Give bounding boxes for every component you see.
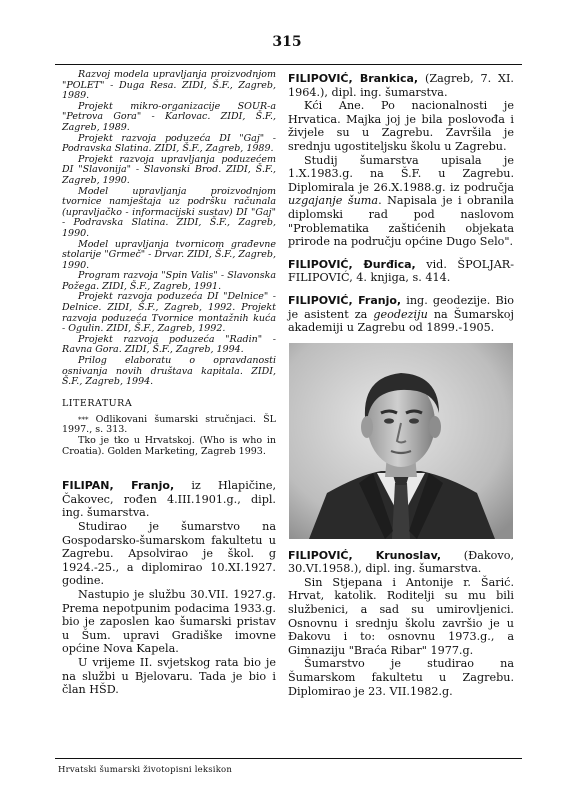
literature-item: Tko je tko u Hrvatskoj. (Who is who in Croatia). Golden Marketing, Zagreb 1993. [62,435,276,457]
entry-intro: iz Hlapičine, Čakovec, rođen 4.III.1901.g., dipl. ing. šumarstva. [62,479,276,520]
entry-intro: (Zagreb, 7. XI. 1964.), dipl. ing. šumarstva. [288,72,514,99]
entry-name: FILIPOVIĆ, Franjo, [288,293,402,307]
bibliography-item: Model upravljanja tvornicom građevne stolarije "Grmeč" - Drvar. ZIDI, Š.F., Zagreb, 1990. [62,238,276,271]
entry-paragraph: U vrijeme II. svjetskog rata bio je na službi u Bjelovaru. Tada je bio i član HŠD. [62,655,276,697]
entry-text: ing. geodezije. Bio je asistent za [288,293,515,321]
bibliography-item: Projekt razvoja poduzeća DI "Delnice" - Delnice. ZIDI, Š.F., Zagreb, 1992. Projekt razvoja poduzeća Tvornice montažnih kuća - Ogulin. ZIDI, Š.F., Zagreb, 1992. [62,291,276,335]
entry-filipovic-djurdjica [288,258,514,285]
entry-paragraph: Nastupio je službu 30.VII. 1927.g. Prema nepotpunim podacima 1933.g. bio je zaposlen kao šumarski pristav u Šum. upravi Gradiške imovne općine Nova Kapela. [62,587,276,656]
entry-name: FILIPOVIĆ, Brankica, [288,72,419,85]
entry-heading [288,549,514,576]
bibliography-item: Projekt razvoja poduzeća DI "Gaj" - Podravska Slatina. ZIDI, Š.F., Zagreb, 1989. [62,132,276,155]
bibliography-item: Model upravljanja proizvodnjom tvornice namještaja uz podršku računala (upravljačko - informacijski sustav) DI "Gaj" - Podravska Slatina. ZIDI, Š.F., Zagreb, 1990. [62,185,276,239]
bibliography-item: Projekt razvoja upravljanja poduzećem DI "Slavonija" - Slavonski Brod. ZIDI, Š.F., Zagreb, 1990. [62,153,276,186]
entry-paragraph: Studirao je šumarstvo na Gospodarsko-šumarskom fakultetu u Zagrebu. Apsolvirao je škol. g 1924.-25., a diplomirao 10.XI.1927. godine. [62,519,276,588]
left-column [62,70,276,697]
entry-filipovic-brankica [288,72,514,249]
entry-text: Studij šumarstva upisala je 1.X.1983.g. na Š.F. u Zagrebu. Diplomirala je 26.X.1988.g. iz područja [288,153,514,194]
entry-paragraph: Kći Ane. Po nacionalnosti je Hrvatica. Majka joj je bila poslovođa i živjele su u Zagrebu. Završila je srednju ugostiteljsku školu u Zagrebu. [288,99,514,153]
entry-heading [288,72,514,99]
entry-emphasis: geodeziju [373,307,428,321]
entry-filipovic-franjo [288,294,514,335]
entry-paragraph [288,154,514,249]
literature-list [62,415,276,457]
running-footer: Hrvatski šumarski životopisni leksikon [58,765,233,775]
page-number: 315 [272,34,302,50]
portrait-photo [289,343,513,539]
footer-rule [55,758,522,759]
bibliography-item: Program razvoja "Spin Valis" - Slavonska Požega. ZIDI, Š.F., Zagreb, 1991. [62,270,276,292]
literature-item [62,415,276,436]
literature-heading: LITERATURA [62,397,133,409]
right-column [288,70,514,698]
bibliography-item: Projekt razvoja poduzeća "Radin" - Ravna Gora. ZIDI, Š.F., Zagreb, 1994. [62,333,276,356]
entry-text: . Napisala je i obranila diplomski rad pod naslovom "Problematika zaštićenih objekata prirode na području općine Dugo Selo". [288,194,514,249]
bibliography-item: Projekt mikro-organizacije SOUR-a "Petrova Gora" - Karlovac. ZIDI, Š.F., Zagreb, 1989. [62,100,276,133]
entry-heading [288,294,514,335]
entry-heading [288,258,514,285]
entry-filipovic-krunoslav [288,549,514,699]
bibliography-item: Prilog elaboratu o opravdanosti osnivanja novih društava kapitala. ZIDI, Š.F., Zagreb, 1994. [62,355,276,388]
entry-name: FILIPOVIĆ, Krunoslav, [288,548,442,562]
entry-filipan-franjo [62,479,276,697]
literature-stars: *** [78,415,89,424]
entry-text: na Šumarskoj akademiji u Zagrebu od 1899.-1905. [288,307,514,335]
entry-name: FILIPOVIĆ, Đurđica, [288,257,416,271]
entry-heading [62,479,276,520]
entry-paragraph: Šumarstvo je studirao na Šumarskom fakultetu u Zagrebu. Diplomirao je 23. VII.1982.g. [288,657,514,698]
entry-intro: (Đakovo, 30.VI.1958.), dipl. ing. šumarstva. [288,548,514,576]
entry-text: vid. ŠPOLJAR-FILIPOVIĆ, 4. knjiga, s. 414. [288,257,514,285]
literature-ref-text: Odlikovani šumarski stručnjaci. ŠL 1997., s. 313. [62,413,276,436]
entry-emphasis: uzgajanje šuma [288,194,379,208]
header-rule [55,64,522,65]
bibliography-list [62,70,276,388]
entry-name: FILIPAN, Franjo, [62,479,175,493]
entry-paragraph: Sin Stjepana i Antonije r. Šarić. Hrvat, katolik. Roditelji su mu bili službenici, a sad su umirovljenici. Osnovnu i srednju školu završio je u Đakovu i to: osnovnu 1973.g., a Gimnaziju "Braća Ribar" 1977.g. [288,575,514,657]
bibliography-item: Razvoj modela upravljanja proizvodnjom "POLET" - Duga Resa. ZIDI, Š.F., Zagreb, 1989. [62,69,276,102]
